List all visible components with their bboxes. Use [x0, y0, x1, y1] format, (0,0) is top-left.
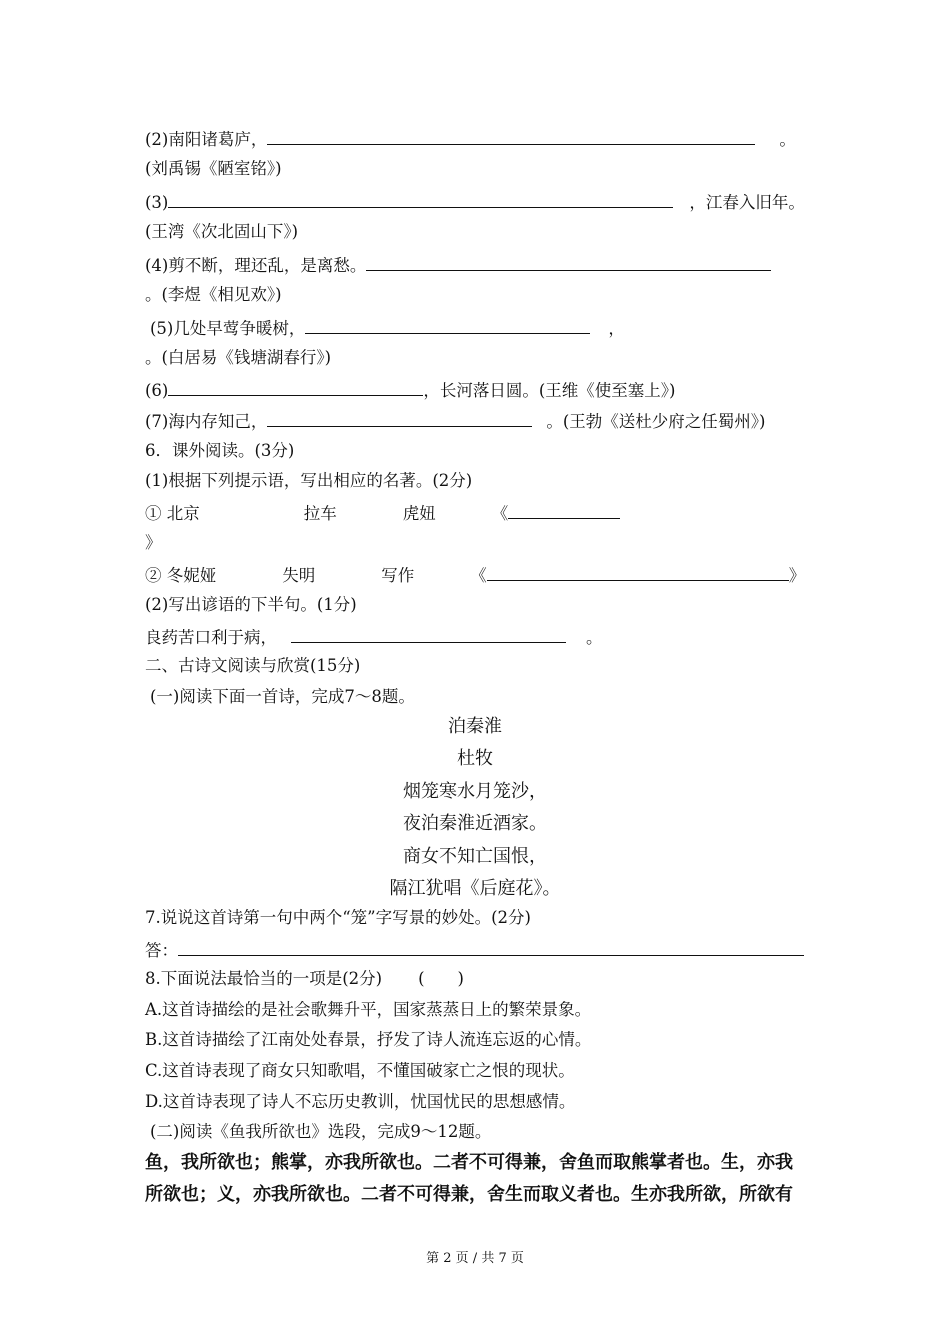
answer-parentheses[interactable]: ( )	[418, 969, 464, 988]
hint-word: ② 冬妮娅	[145, 566, 217, 585]
question-6-heading: 6．课外阅读。(3分)	[145, 441, 295, 460]
fill-blank[interactable]	[305, 316, 590, 334]
hint-word: 拉车	[303, 504, 337, 523]
subsection-2-heading: (二)阅读《鱼我所欲也》选段，完成9～12题。	[150, 1122, 492, 1141]
book-open-bracket: 《	[470, 566, 487, 585]
answer-label: 答：	[145, 941, 178, 960]
hint-word: ① 北京	[145, 504, 200, 523]
question-line-4	[145, 253, 771, 277]
question-6-2: (2)写出谚语的下半句。(1分)	[145, 595, 357, 614]
question-line-2	[145, 127, 796, 151]
page-footer: 第 2 页 / 共 7 页	[426, 1251, 524, 1266]
line-text: 8.下面说法最恰当的一项是(2分)	[145, 969, 383, 988]
fill-blank[interactable]	[168, 190, 673, 208]
line-text: (4)剪不断，理还乱，是离愁。	[145, 256, 367, 275]
fill-blank[interactable]	[366, 253, 771, 271]
line-text: (2)南阳诸葛庐，	[145, 130, 268, 149]
line-text: (3)	[145, 193, 169, 212]
prose-line: 所欲也；义，亦我所欲也。二者不可得兼，舍生而取义者也。生亦我所欲，所欲有	[145, 1184, 793, 1205]
option-a: A.这首诗描绘的是社会歌舞升平，国家蒸蒸日上的繁荣景象。	[145, 1000, 592, 1019]
question-line-6	[145, 378, 676, 402]
prose-line: 鱼，我所欲也；熊掌，亦我所欲也。二者不可得兼，舍鱼而取熊掌者也。生，亦我	[145, 1152, 793, 1173]
hint-word: 写作	[381, 566, 415, 585]
hint-word: 虎妞	[402, 504, 436, 523]
section-2-heading: 二、古诗文阅读与欣赏(15分)	[145, 656, 361, 675]
line-text: (7)海内存知己，	[145, 412, 268, 431]
poem-author: 杜牧	[457, 748, 493, 769]
fill-blank[interactable]	[168, 378, 423, 396]
hint-row-1	[145, 501, 620, 525]
line-text: 。(王勃《送杜少府之任蜀州》)	[546, 412, 766, 431]
fill-blank[interactable]	[267, 409, 532, 427]
line-text: 。	[586, 628, 603, 647]
question-6-1: (1)根据下列提示语，写出相应的名著。(2分)	[145, 471, 473, 490]
book-close-bracket: 》	[145, 533, 162, 552]
option-b: B.这首诗描绘了江南处处春景，抒发了诗人流连忘返的心情。	[145, 1030, 592, 1049]
answer-blank[interactable]	[178, 938, 804, 956]
line-text: (5)几处早莺争暖树，	[150, 319, 306, 338]
fill-blank[interactable]	[291, 625, 566, 643]
option-d: D.这首诗表现了诗人不忘历史教训，忧国忧民的思想感情。	[145, 1092, 576, 1111]
line-text: ，江春入旧年。	[689, 193, 805, 212]
source-line: (王湾《次北固山下》)	[145, 222, 299, 241]
proverb-line	[145, 625, 603, 649]
poem-line: 隔江犹唱《后庭花》。	[389, 878, 561, 899]
book-close-bracket: 》	[788, 566, 806, 585]
line-text: ，长河落日圆。(王维《使至塞上》)	[423, 381, 676, 400]
source-line: 。(白居易《钱塘湖春行》)	[145, 348, 332, 367]
question-7: 7.说说这首诗第一句中两个“笼”字写景的妙处。(2分)	[145, 908, 531, 927]
hint-row-2	[145, 563, 805, 587]
question-line-5	[150, 316, 625, 340]
line-text: (6)	[145, 381, 169, 400]
fill-blank[interactable]	[487, 563, 789, 581]
line-text: 良药苦口利于病，	[145, 628, 277, 647]
poem-line: 烟笼寒水月笼沙，	[403, 781, 547, 802]
source-line: 。(李煜《相见欢》)	[145, 285, 282, 304]
question-line-3	[145, 190, 805, 214]
line-text: ，	[608, 319, 625, 338]
book-open-bracket: 《	[491, 504, 509, 523]
option-c: C.这首诗表现了商女只知歌唱，不懂国破家亡之恨的现状。	[145, 1061, 575, 1080]
question-8	[145, 968, 464, 990]
poem-line: 商女不知亡国恨，	[403, 846, 547, 867]
question-line-7	[145, 409, 766, 433]
fill-blank[interactable]	[267, 127, 755, 145]
source-line: (刘禹锡《陋室铭》)	[145, 159, 282, 178]
answer-line	[145, 938, 804, 962]
line-text: 。	[779, 130, 796, 149]
subsection-1-heading: (一)阅读下面一首诗，完成7～8题。	[150, 687, 415, 706]
fill-blank[interactable]	[508, 501, 620, 519]
hint-word: 失明	[282, 566, 316, 585]
poem-title: 泊秦淮	[448, 716, 502, 737]
poem-line: 夜泊秦淮近酒家。	[403, 813, 547, 834]
